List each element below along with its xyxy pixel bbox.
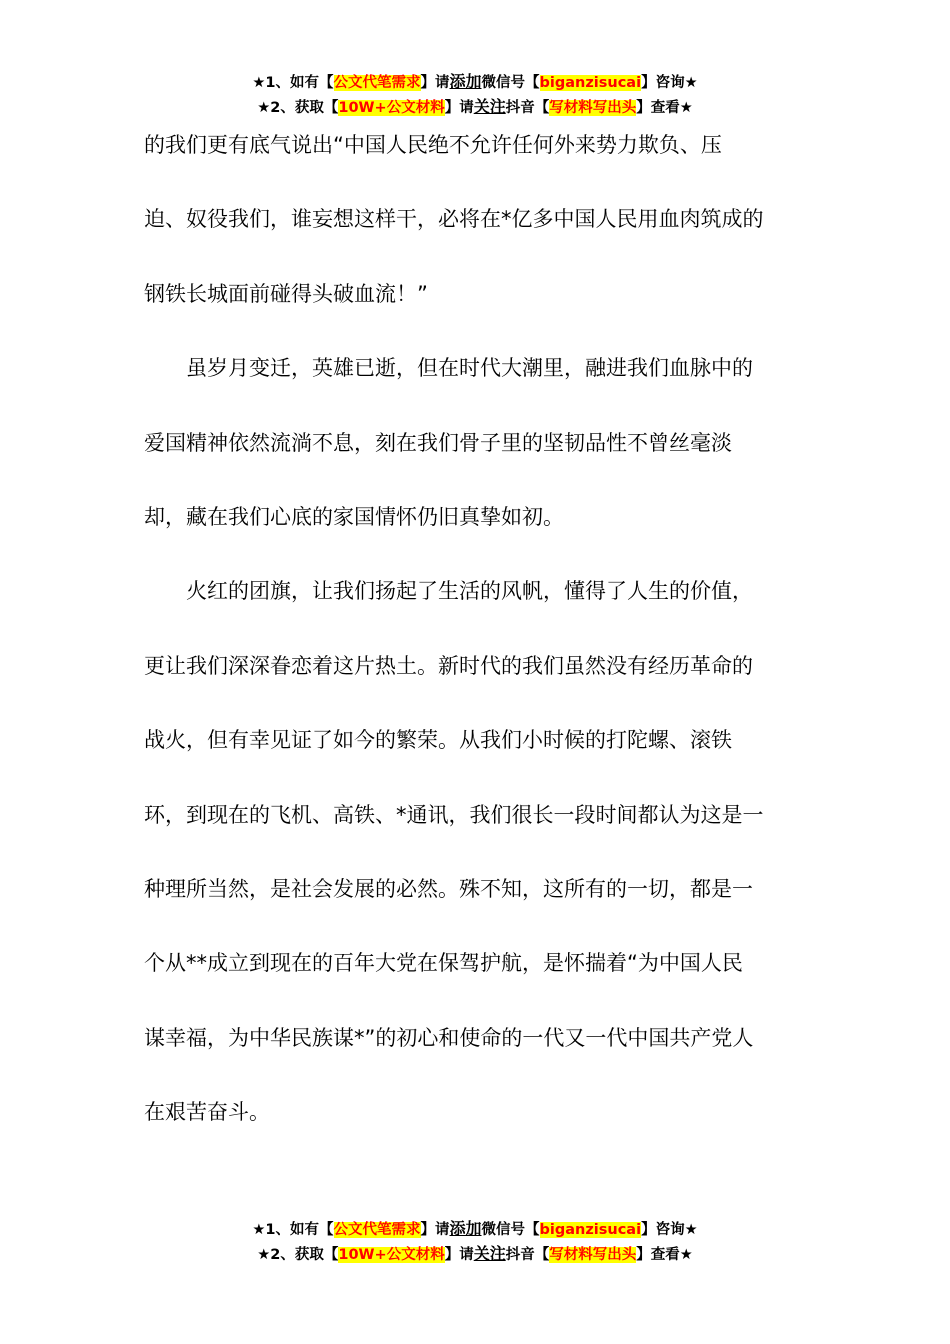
banner-text: 】请 (444, 100, 474, 116)
emphasis-follow: 关注 (473, 1244, 506, 1263)
text-line: 的我们更有底气说出“中国人民绝不允许任何外来势力欺负、压 (144, 133, 722, 157)
banner-text: 】请 (420, 75, 450, 91)
highlight-materials: 10W+公文材料 (338, 100, 445, 116)
footer-banner (0, 1217, 950, 1267)
text-line: 环，到现在的飞机、高铁、*通讯，我们很长一段时间都认为这是一 (144, 802, 764, 827)
banner-line-1 (0, 70, 950, 95)
highlight-douyin-account: 写材料写出头 (549, 1247, 637, 1263)
banner-line-2 (0, 1242, 950, 1267)
text-line: 迫、奴役我们，谁妄想这样干，必将在*亿多中国人民用血肉筑成的 (144, 207, 764, 232)
text-line: 战火，但有幸见证了如今的繁荣。从我们小时候的打陀螺、滚铁 (144, 728, 732, 753)
emphasis-add: 添加 (449, 72, 482, 91)
text-line: 却，藏在我们心底的家国情怀仍旧真挚如初。 (144, 505, 564, 530)
banner-text: 抖音【 (505, 1247, 550, 1263)
highlight-wechat-id: biganzisucai (539, 75, 642, 91)
text-line: 个从**成立到现在的百年大党在保驾护航，是怀揣着“为中国人民 (144, 951, 743, 976)
document-body (144, 108, 808, 1150)
highlight-douyin-account: 写材料写出头 (549, 100, 637, 116)
text-line: 爱国精神依然流淌不息，刻在我们骨子里的坚韧品性不曾丝毫淡 (144, 430, 732, 455)
highlight-service: 公文代笔需求 (333, 1222, 421, 1238)
highlight-materials: 10W+公文材料 (338, 1247, 445, 1263)
banner-text: 】咨询★ (641, 1222, 698, 1238)
banner-text: 微信号【 (481, 75, 540, 91)
highlight-wechat-id: biganzisucai (539, 1222, 642, 1238)
banner-text: 2、获取【 (270, 1247, 339, 1263)
text-line: 虽岁月变迁，英雄已逝，但在时代大潮里，融进我们血脉中的 (186, 356, 753, 381)
banner-text: 抖音【 (505, 100, 550, 116)
paragraph-3-continued (144, 629, 808, 1150)
banner-text: 】查看★ (636, 1247, 693, 1263)
star-icon: ★ (257, 100, 271, 116)
star-icon: ★ (252, 75, 266, 91)
banner-text: 】请 (420, 1222, 450, 1238)
emphasis-follow: 关注 (473, 97, 506, 116)
banner-text: 】咨询★ (641, 75, 698, 91)
text-line: 种理所当然，是社会发展的必然。殊不知，这所有的一切，都是一 (144, 877, 753, 902)
emphasis-add: 添加 (449, 1219, 482, 1238)
banner-text: 1、如有【 (265, 75, 334, 91)
paragraph-1 (144, 108, 808, 331)
highlight-service: 公文代笔需求 (333, 75, 421, 91)
star-icon: ★ (257, 1247, 271, 1263)
banner-text: 】请 (444, 1247, 474, 1263)
paragraph-2-continued (144, 406, 808, 555)
paragraph-2 (144, 331, 808, 405)
banner-text: 】查看★ (636, 100, 693, 116)
text-line: 钢铁长城面前碰得头破血流！” (144, 281, 428, 306)
paragraph-3 (144, 554, 808, 628)
text-line: 谋幸福，为中华民族谋*”的初心和使命的一代又一代中国共产党人 (144, 1025, 754, 1050)
banner-text: 2、获取【 (270, 100, 339, 116)
banner-text: 1、如有【 (265, 1222, 334, 1238)
text-line: 更让我们深深眷恋着这片热土。新时代的我们虽然没有经历革命的 (144, 653, 753, 678)
banner-line-1 (0, 1217, 950, 1242)
star-icon: ★ (252, 1222, 266, 1238)
banner-text: 微信号【 (481, 1222, 540, 1238)
text-line: 在艰苦奋斗。 (144, 1100, 270, 1125)
text-line: 火红的团旗，让我们扬起了生活的风帆，懂得了人生的价值， (186, 579, 753, 604)
